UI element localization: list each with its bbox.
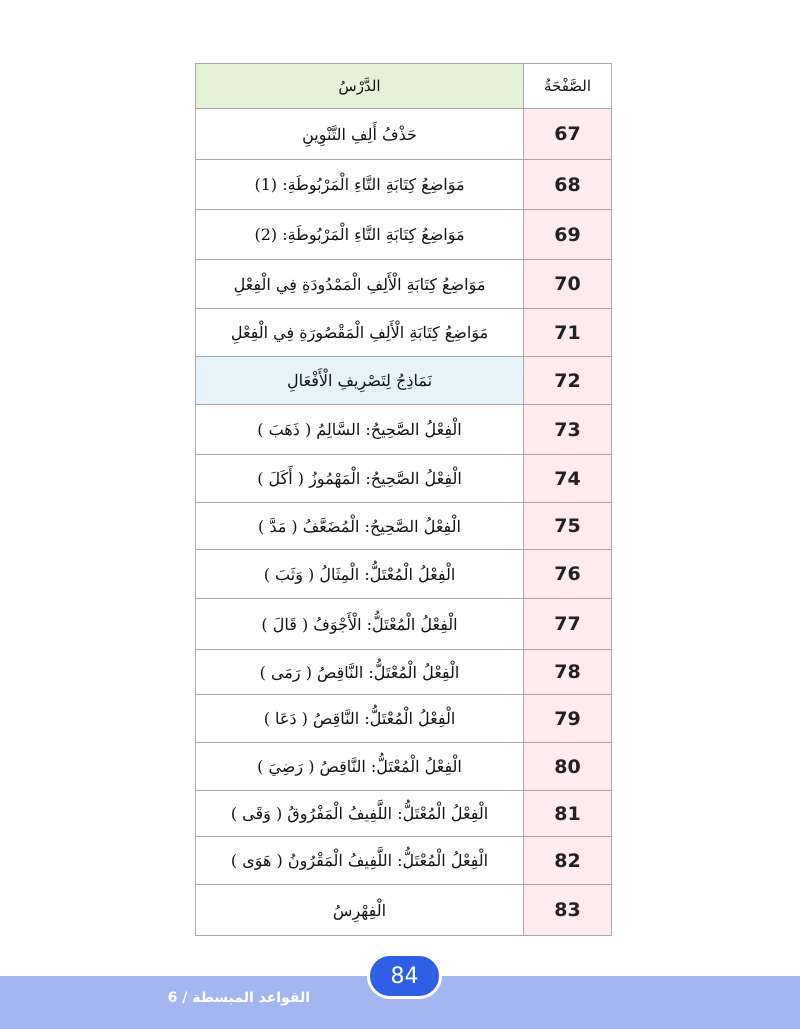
lesson-title: الْفِعْلُ الْمُعْتَلُّ: اللَّفِيفُ الْمَفْرُوقُ ( وَقَى ) [196, 791, 524, 837]
page-number: 76 [524, 550, 612, 599]
lesson-title: الْفِعْلُ الصَّحِيحُ: الْمَهْمُوزُ ( أَكَلَ ) [196, 455, 524, 503]
page-number: 70 [524, 260, 612, 309]
lesson-title: الْفِعْلُ الْمُعْتَلُّ: الْأَجْوَفُ ( قَالَ ) [196, 599, 524, 650]
lesson-title: حَذْفُ أَلِفِ التَّنْوِينِ [196, 109, 524, 160]
table-row [196, 599, 612, 650]
table-row [196, 885, 612, 936]
lesson-title: نَمَاذِجُ لِتَصْرِيفِ الْأَفْعَالِ [196, 357, 524, 405]
page-number: 67 [524, 109, 612, 160]
page-number: 72 [524, 357, 612, 405]
table-row [196, 260, 612, 309]
table-row [196, 455, 612, 503]
table-row [196, 160, 612, 210]
table-row [196, 550, 612, 599]
lesson-title: الْفِعْلُ الْمُعْتَلُّ: النَّاقِصُ ( رَضِيَ ) [196, 743, 524, 791]
lesson-title: مَوَاضِعُ كِتَابَةِ الْأَلِفِ الْمَمْدُودَةِ فِي الْفِعْلِ [196, 260, 524, 309]
page-number: 78 [524, 650, 612, 695]
page-number: 83 [524, 885, 612, 936]
book-title: القواعد المبسطة / 6 [167, 990, 310, 1006]
page-number-badge: 84 [367, 953, 442, 999]
lesson-title: الْفِعْلُ الْمُعْتَلُّ: النَّاقِصُ ( رَمَى ) [196, 650, 524, 695]
table-row [196, 309, 612, 357]
table-row [196, 109, 612, 160]
lesson-title: الْفِعْلُ الْمُعْتَلُّ: اللَّفِيفُ الْمَقْرُونُ ( هَوَى ) [196, 837, 524, 885]
contents-table-body [196, 109, 612, 936]
table-row [196, 743, 612, 791]
table-row [196, 405, 612, 455]
lesson-title: الْفِعْلُ الصَّحِيحُ: السَّالِمُ ( ذَهَبَ ) [196, 405, 524, 455]
table-row [196, 503, 612, 550]
contents-table [195, 63, 612, 936]
table-header-row [196, 64, 612, 109]
lesson-title: الْفِهْرِسُ [196, 885, 524, 936]
lesson-title: الْفِعْلُ الْمُعْتَلُّ: النَّاقِصُ ( دَعَا ) [196, 695, 524, 743]
page-number: 73 [524, 405, 612, 455]
table-row [196, 650, 612, 695]
lesson-title: مَوَاضِعُ كِتَابَةِ التَّاءِ الْمَرْبُوطَةِ: (2) [196, 210, 524, 260]
lesson-title: الْفِعْلُ الْمُعْتَلُّ: الْمِثَالُ ( وَثَبَ ) [196, 550, 524, 599]
page-number: 69 [524, 210, 612, 260]
page-number: 77 [524, 599, 612, 650]
page-column-header: الصَّفْحَةُ [524, 64, 612, 109]
lesson-column-header: الدَّرْسُ [196, 64, 524, 109]
page-number: 82 [524, 837, 612, 885]
lesson-title: مَوَاضِعُ كِتَابَةِ الْأَلِفِ الْمَقْصُورَةِ فِي الْفِعْلِ [196, 309, 524, 357]
page-number: 68 [524, 160, 612, 210]
page-number: 79 [524, 695, 612, 743]
page-number: 71 [524, 309, 612, 357]
section-row [196, 357, 612, 405]
table-row [196, 210, 612, 260]
lesson-title: مَوَاضِعُ كِتَابَةِ التَّاءِ الْمَرْبُوطَةِ: (1) [196, 160, 524, 210]
page-number: 81 [524, 791, 612, 837]
lesson-title: الْفِعْلُ الصَّحِيحُ: الْمُضَعَّفُ ( مَدَّ ) [196, 503, 524, 550]
page-number: 74 [524, 455, 612, 503]
page-number: 75 [524, 503, 612, 550]
table-row [196, 695, 612, 743]
page-number: 80 [524, 743, 612, 791]
table-row [196, 837, 612, 885]
table-row [196, 791, 612, 837]
